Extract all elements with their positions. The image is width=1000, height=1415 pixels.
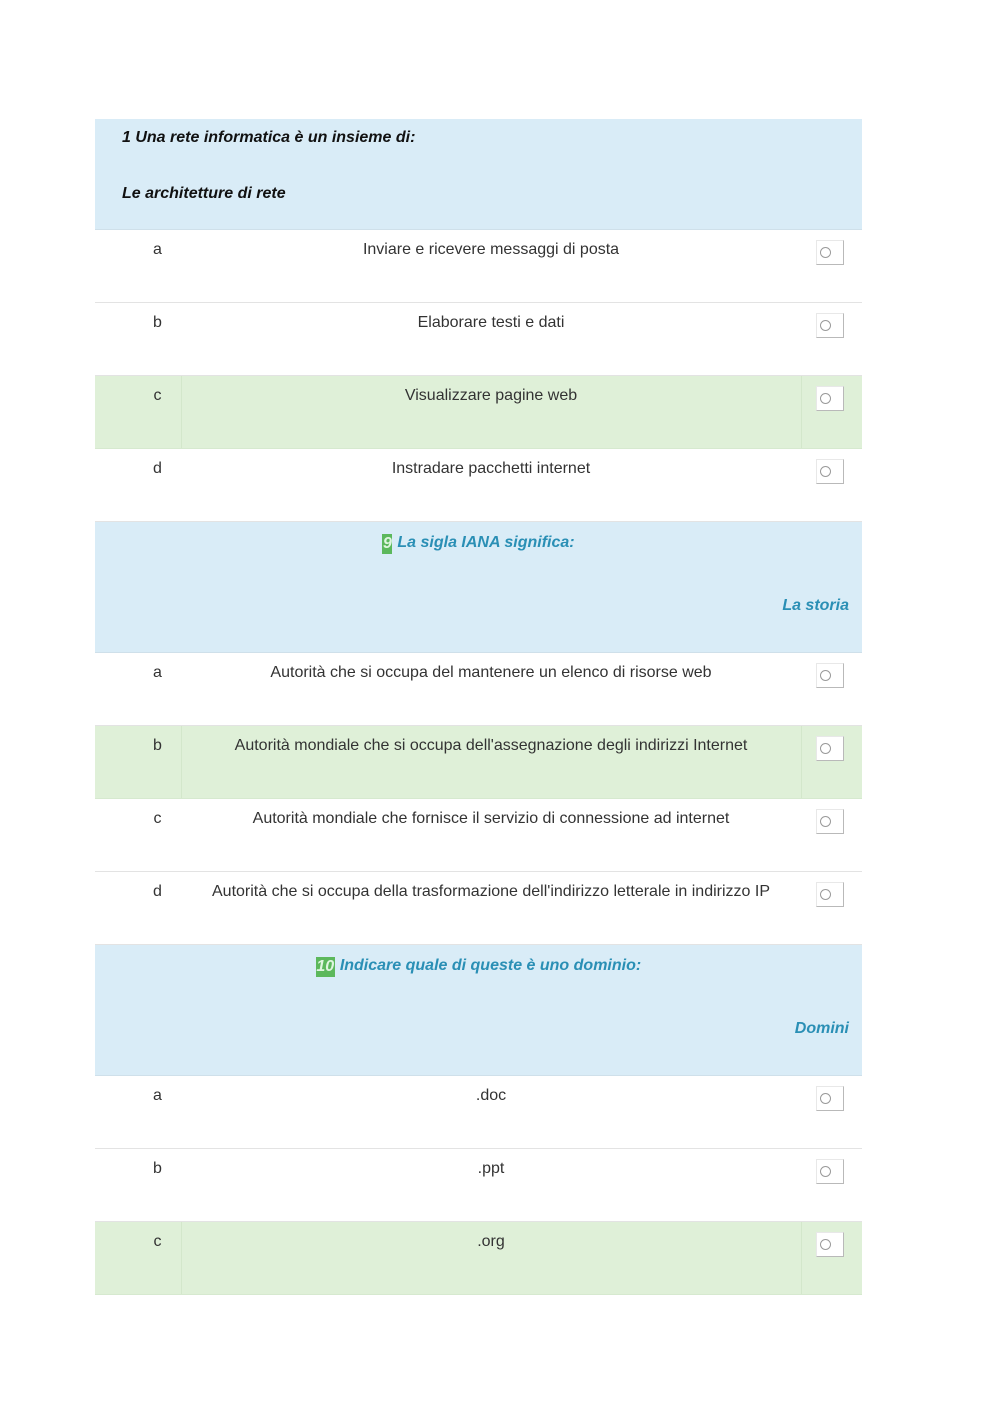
option-row <box>95 303 862 376</box>
radio-button[interactable] <box>816 386 844 411</box>
cell-divider <box>801 376 802 448</box>
option-row-correct <box>95 726 862 799</box>
option-row <box>95 799 862 872</box>
option-text: Autorità che si occupa del mantenere un elenco di risorse web <box>270 664 712 681</box>
radio-button-icon[interactable] <box>820 320 831 331</box>
option-row-correct <box>95 1222 862 1295</box>
option-text: Instradare pacchetti internet <box>391 460 591 477</box>
option-letter: a <box>153 241 162 258</box>
question-number-badge: 9 <box>382 535 392 552</box>
option-letter: b <box>153 737 162 754</box>
radio-button[interactable] <box>816 1232 844 1257</box>
radio-button[interactable] <box>816 1159 844 1184</box>
radio-button[interactable] <box>816 459 844 484</box>
option-text: Elaborare testi e dati <box>417 314 565 331</box>
radio-button-icon[interactable] <box>820 393 831 404</box>
radio-button-icon[interactable] <box>820 1239 831 1250</box>
option-letter: c <box>153 1233 162 1250</box>
option-letter: b <box>153 314 162 331</box>
option-letter: d <box>153 460 162 477</box>
option-row <box>95 1149 862 1222</box>
question-topic: Domini <box>794 1020 849 1037</box>
option-row <box>95 449 862 522</box>
question-header-10 <box>95 945 862 1076</box>
option-row-correct <box>95 376 862 449</box>
option-text: Autorità mondiale che fornisce il servizio di connessione ad internet <box>252 810 730 827</box>
option-text: Inviare e ricevere messaggi di posta <box>362 241 620 258</box>
option-text: Visualizzare pagine web <box>404 387 578 404</box>
radio-button[interactable] <box>816 736 844 761</box>
option-row <box>95 230 862 303</box>
radio-button[interactable] <box>816 809 844 834</box>
option-text: Autorità mondiale che si occupa dell'assegnazione degli indirizzi Internet <box>234 737 748 754</box>
radio-button-icon[interactable] <box>820 466 831 477</box>
option-letter: b <box>153 1160 162 1177</box>
question-topic: Le architetture di rete <box>122 185 286 202</box>
radio-button[interactable] <box>816 663 844 688</box>
question-text: 1 Una rete informatica è un insieme di: <box>122 129 416 146</box>
option-text: .doc <box>475 1087 507 1104</box>
question-number-badge: 10 <box>316 958 335 975</box>
question-header-1 <box>95 119 862 230</box>
radio-button[interactable] <box>816 313 844 338</box>
radio-button-icon[interactable] <box>820 670 831 681</box>
option-letter: c <box>153 810 162 827</box>
radio-button-icon[interactable] <box>820 1093 831 1104</box>
option-letter: a <box>153 1087 162 1104</box>
option-letter: d <box>153 883 162 900</box>
radio-button-icon[interactable] <box>820 743 831 754</box>
cell-divider <box>801 1222 802 1294</box>
option-letter: c <box>153 387 162 404</box>
radio-button[interactable] <box>816 882 844 907</box>
radio-button[interactable] <box>816 1086 844 1111</box>
option-text: .org <box>477 1233 505 1250</box>
option-text: Autorità che si occupa della trasformazione dell'indirizzo letterale in indirizzo IP <box>212 883 770 900</box>
option-row <box>95 1076 862 1149</box>
radio-button-icon[interactable] <box>820 816 831 827</box>
cell-divider <box>801 726 802 798</box>
radio-button-icon[interactable] <box>820 247 831 258</box>
radio-button-icon[interactable] <box>820 1166 831 1177</box>
quiz-table <box>95 119 862 1295</box>
option-text: .ppt <box>477 1160 505 1177</box>
question-title <box>95 957 862 977</box>
question-title <box>95 534 862 554</box>
question-topic: La storia <box>782 597 849 614</box>
question-text: La sigla IANA significa: <box>397 534 575 551</box>
option-row <box>95 653 862 726</box>
radio-button-icon[interactable] <box>820 889 831 900</box>
question-header-9 <box>95 522 862 653</box>
option-row <box>95 872 862 945</box>
option-letter: a <box>153 664 162 681</box>
question-text: Indicare quale di queste è uno dominio: <box>339 957 642 974</box>
radio-button[interactable] <box>816 240 844 265</box>
